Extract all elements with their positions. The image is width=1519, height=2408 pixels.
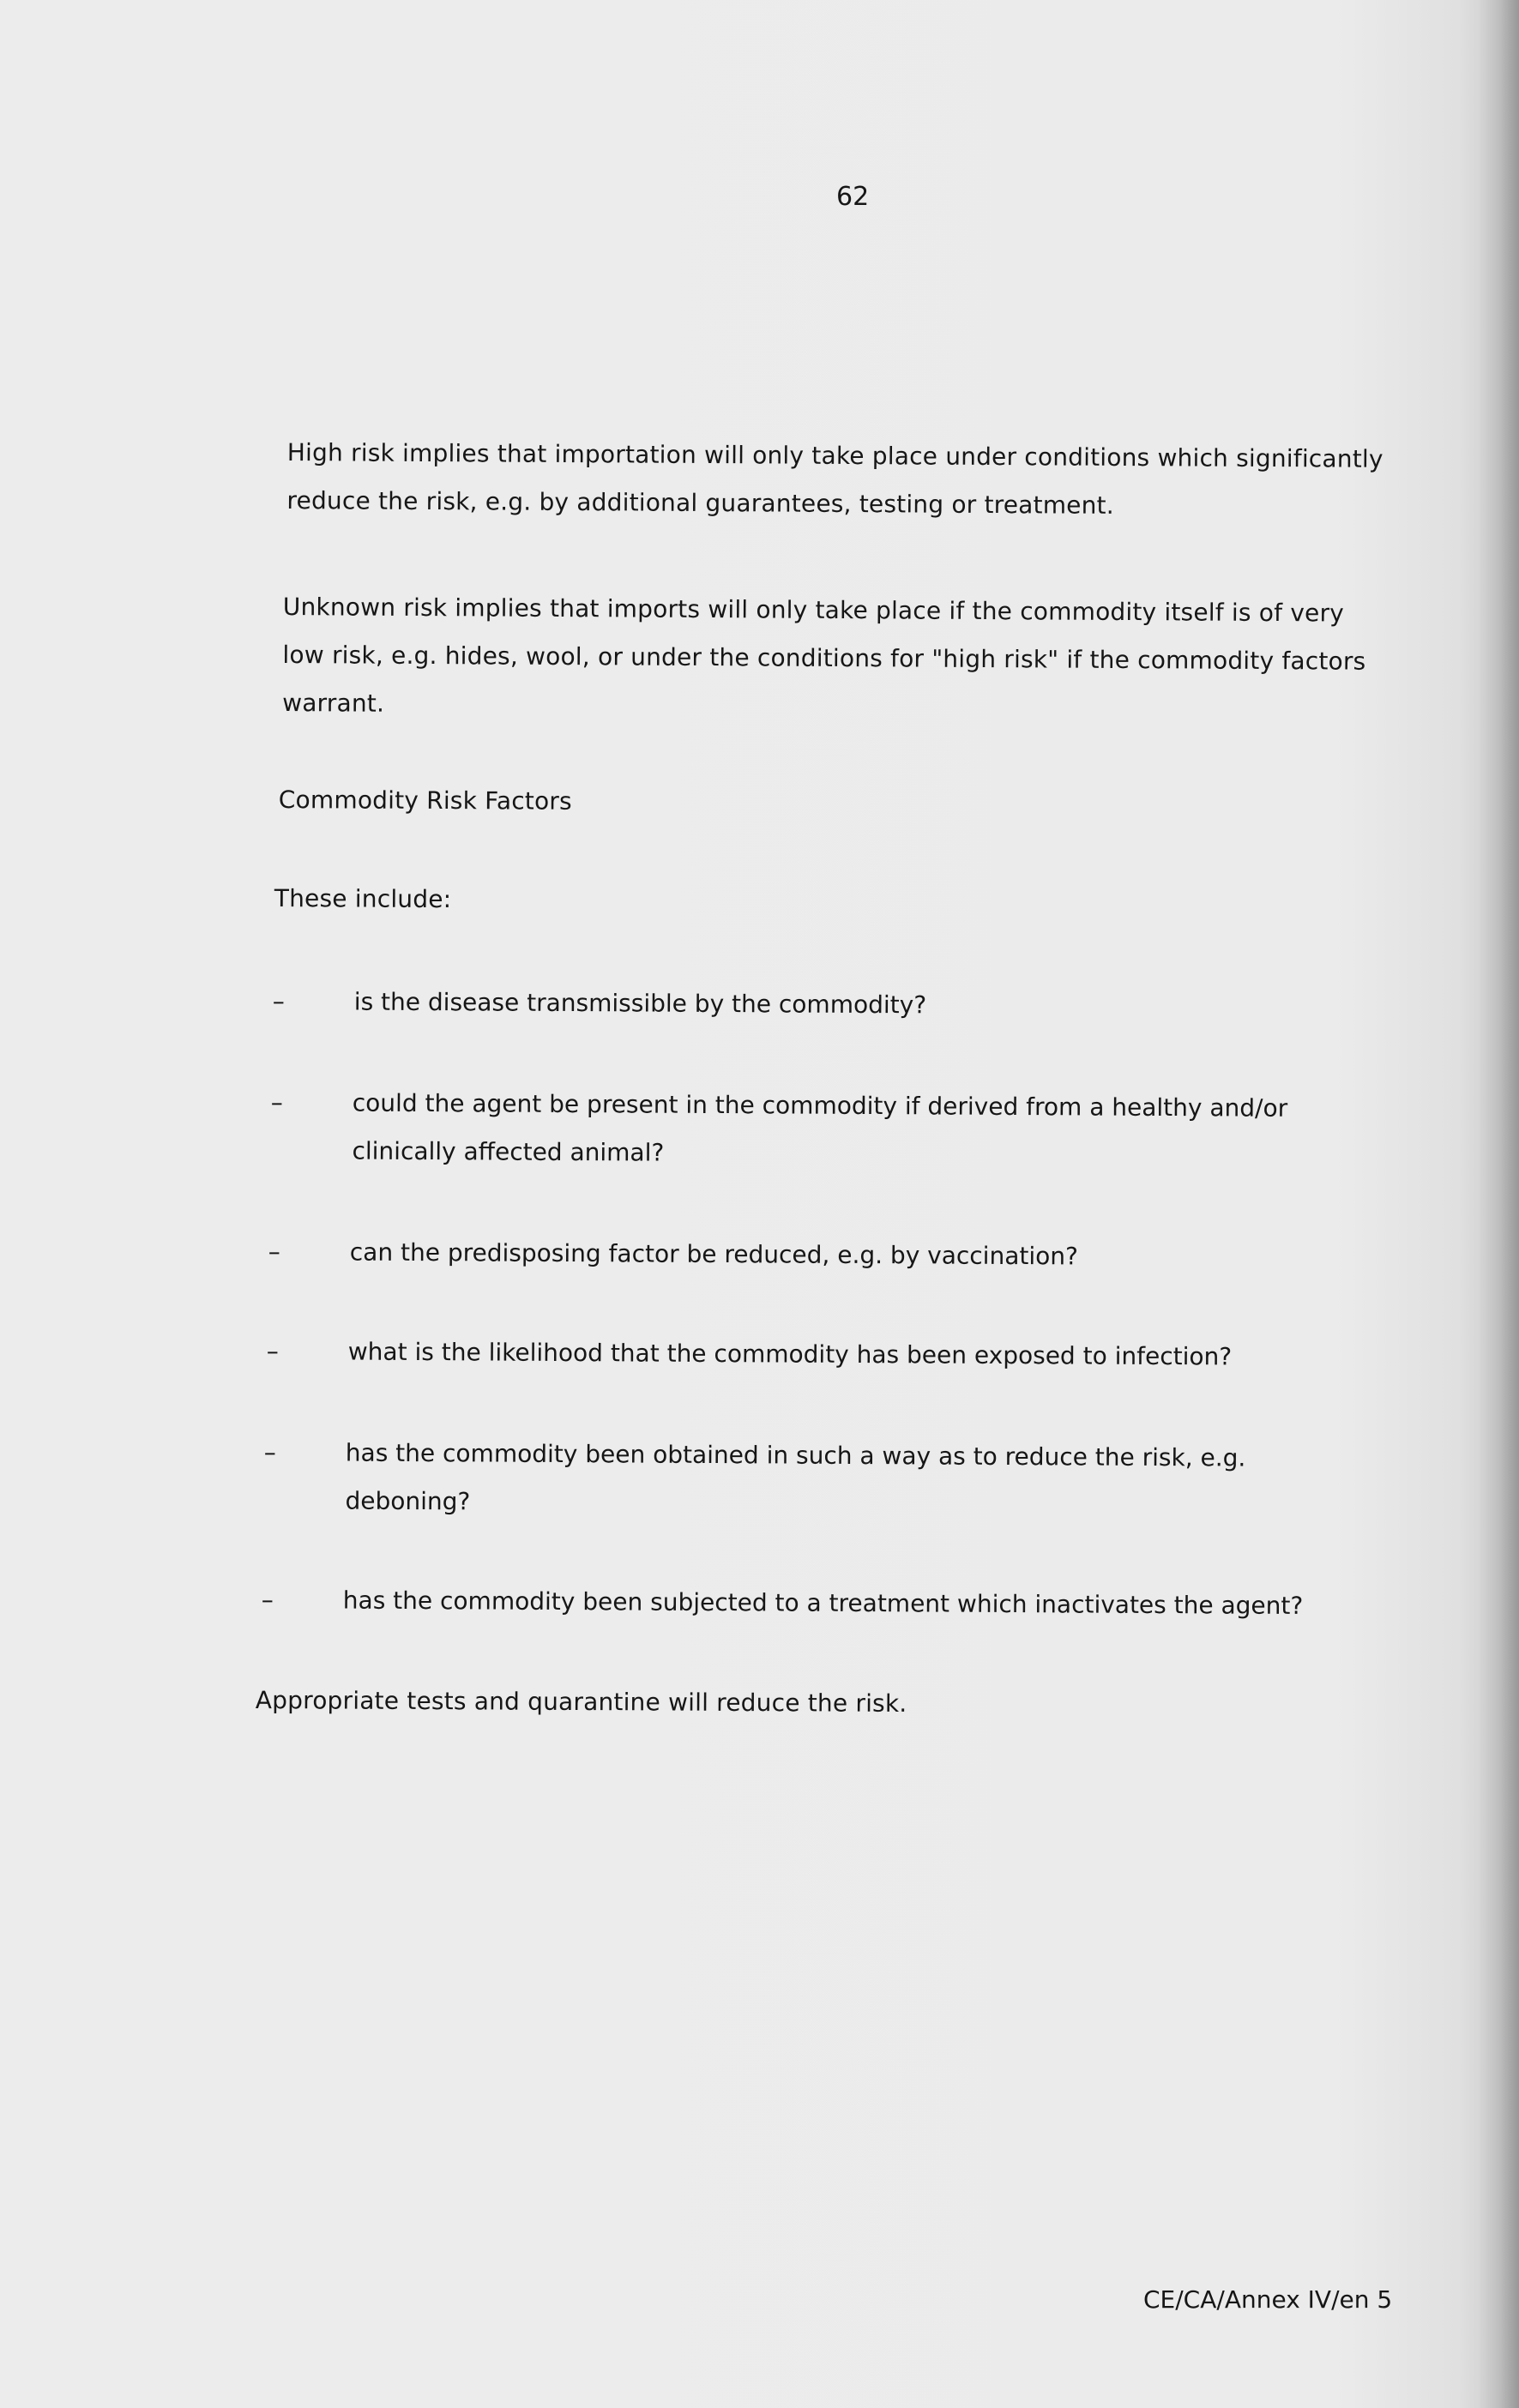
bullet-dash: –: [263, 1437, 276, 1467]
paragraph-line: reduce the risk, e.g. by additional guarantees, testing or treatment.: [286, 485, 1114, 520]
list-item-text: clinically affected animal?: [352, 1136, 665, 1167]
list-intro: These include:: [274, 883, 452, 914]
list-item-text: could the agent be present in the commodity if derived from a healthy and/or: [352, 1088, 1288, 1123]
paragraph-line: Unknown risk implies that imports will only take place if the commodity itself is of very: [282, 592, 1345, 628]
bullet-dash: –: [261, 1585, 274, 1615]
list-item-text: can the predisposing factor be reduced, e.g. by vaccination?: [349, 1237, 1079, 1271]
bullet-dash: –: [270, 1087, 283, 1117]
closing-sentence: Appropriate tests and quarantine will reduce the risk.: [255, 1685, 907, 1718]
list-item-text: what is the likelihood that the commodity has been exposed to infection?: [347, 1337, 1233, 1371]
bullet-dash: –: [268, 1237, 280, 1267]
paragraph-line: High risk implies that importation will only take place under conditions which significantly: [286, 437, 1383, 473]
document-reference-footer: CE/CA/Annex IV/en 5: [1143, 2285, 1393, 2314]
section-heading: Commodity Risk Factors: [278, 785, 572, 816]
list-item-text: has the commodity been obtained in such a way as to reduce the risk, e.g.: [345, 1438, 1246, 1472]
list-item-text: is the disease transmissible by the commodity?: [353, 987, 927, 1020]
paragraph-unknown-risk: [282, 583, 1366, 734]
bullet-dash: –: [272, 986, 285, 1016]
paragraph-line: warrant.: [282, 688, 385, 718]
list-item-text: has the commodity been subjected to a treatment which inactivates the agent?: [342, 1586, 1304, 1620]
page-edge-shadow: [1478, 0, 1519, 2408]
bullet-dash: –: [266, 1336, 279, 1366]
list-item-text: deboning?: [345, 1486, 471, 1516]
paragraph-high-risk: [286, 429, 1383, 532]
page-number: 62: [836, 182, 870, 212]
paragraph-line: low risk, e.g. hides, wool, or under the conditions for "high risk" if the commodity factors: [282, 640, 1366, 676]
